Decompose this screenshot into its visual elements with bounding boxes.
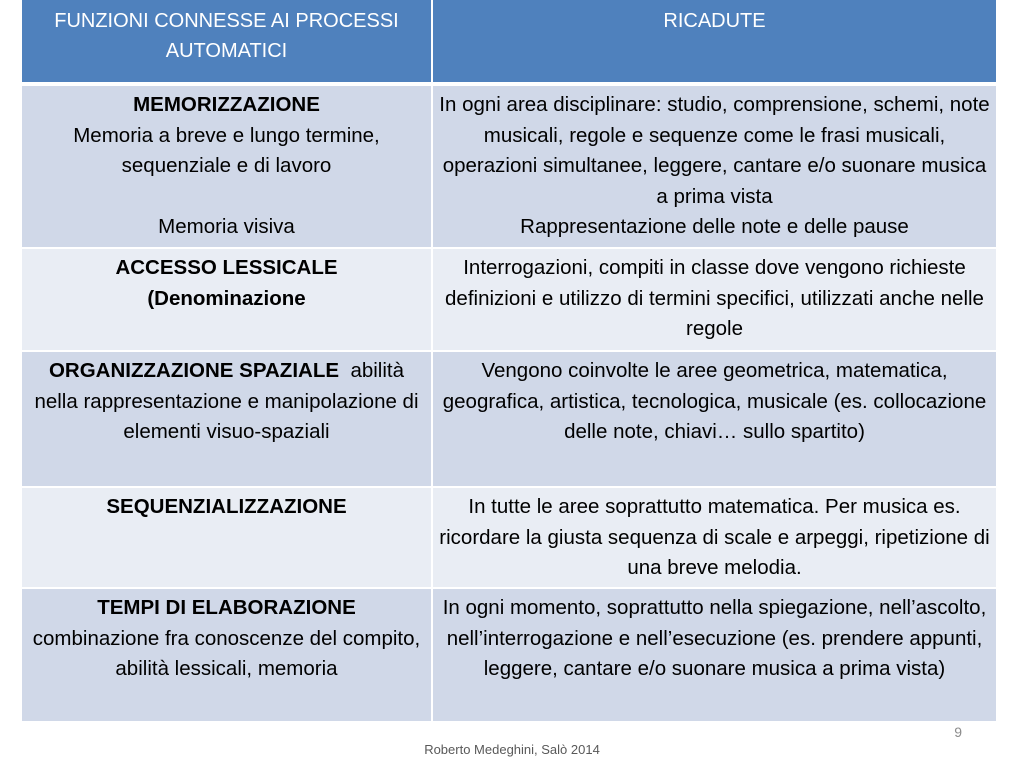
- effects-text: Vengono coinvolte le aree geometrica, matematica, geografica, artistica, tecnologica, musicale (es. collocazione delle note, chiavi… sullo spartito): [442, 359, 987, 443]
- effects-cell: [432, 588, 997, 722]
- table-header-row: [21, 0, 997, 84]
- function-description: combinazione fra conoscenze del compito, abilità lessicali, memoria: [32, 626, 421, 680]
- function-cell: [21, 84, 432, 248]
- header-effects: RICADUTE: [432, 0, 997, 84]
- function-description-extra: Memoria visiva: [158, 214, 295, 238]
- table-row: [21, 487, 997, 588]
- table-row: [21, 351, 997, 487]
- effects-cell: [432, 487, 997, 588]
- page-number: 9: [954, 724, 962, 740]
- function-title: ORGANIZZAZIONE SPAZIALE: [48, 359, 340, 382]
- effects-cell: [432, 84, 997, 248]
- effects-text-extra: Rappresentazione delle note e delle pause: [520, 215, 909, 238]
- function-cell: [21, 248, 432, 351]
- spacer: [28, 182, 425, 212]
- effects-text: In tutte le aree soprattutto matematica. Per musica es. ricordare la giusta sequenza di scale e arpeggi, ripetizione di una breve melodia.: [439, 495, 990, 579]
- function-description: abilità nella rappresentazione e manipolazione di elementi visuo-spaziali: [34, 359, 419, 443]
- effects-cell: [432, 351, 997, 487]
- function-cell: [21, 351, 432, 487]
- effects-cell: [432, 248, 997, 351]
- function-cell: [21, 487, 432, 588]
- function-title: ACCESSO LESSICALE: [115, 256, 338, 279]
- effects-text: In ogni momento, soprattutto nella spiegazione, nell’ascolto, nell’interrogazione e nell’esecuzione (es. prendere appunti, leggere, cantare e/o suonare musica a prima vista): [442, 596, 987, 680]
- functions-table: [20, 0, 998, 723]
- footer-author: Roberto Medeghini, Salò 2014: [424, 742, 600, 757]
- table-row: [21, 248, 997, 351]
- effects-text: In ogni area disciplinare: studio, comprensione, schemi, note musicali, regole e sequenze come le frasi musicali, operazioni simultanee, leggere, cantare e/o suonare musica a prima vista: [439, 93, 990, 208]
- function-title: MEMORIZZAZIONE: [133, 93, 320, 116]
- function-title-extra: (Denominazione: [147, 286, 306, 310]
- effects-text: Interrogazioni, compiti in classe dove vengono richieste definizioni e utilizzo di termini specifici, utilizzati anche nelle regole: [445, 256, 984, 340]
- function-cell: [21, 588, 432, 722]
- header-functions: FUNZIONI CONNESSE AI PROCESSI AUTOMATICI: [21, 0, 432, 84]
- function-title: SEQUENZIALIZZAZIONE: [106, 495, 347, 518]
- function-title: TEMPI DI ELABORAZIONE: [97, 596, 356, 619]
- table-row: [21, 84, 997, 248]
- table-row: [21, 588, 997, 722]
- function-description: Memoria a breve e lungo termine, sequenziale e di lavoro: [73, 123, 380, 177]
